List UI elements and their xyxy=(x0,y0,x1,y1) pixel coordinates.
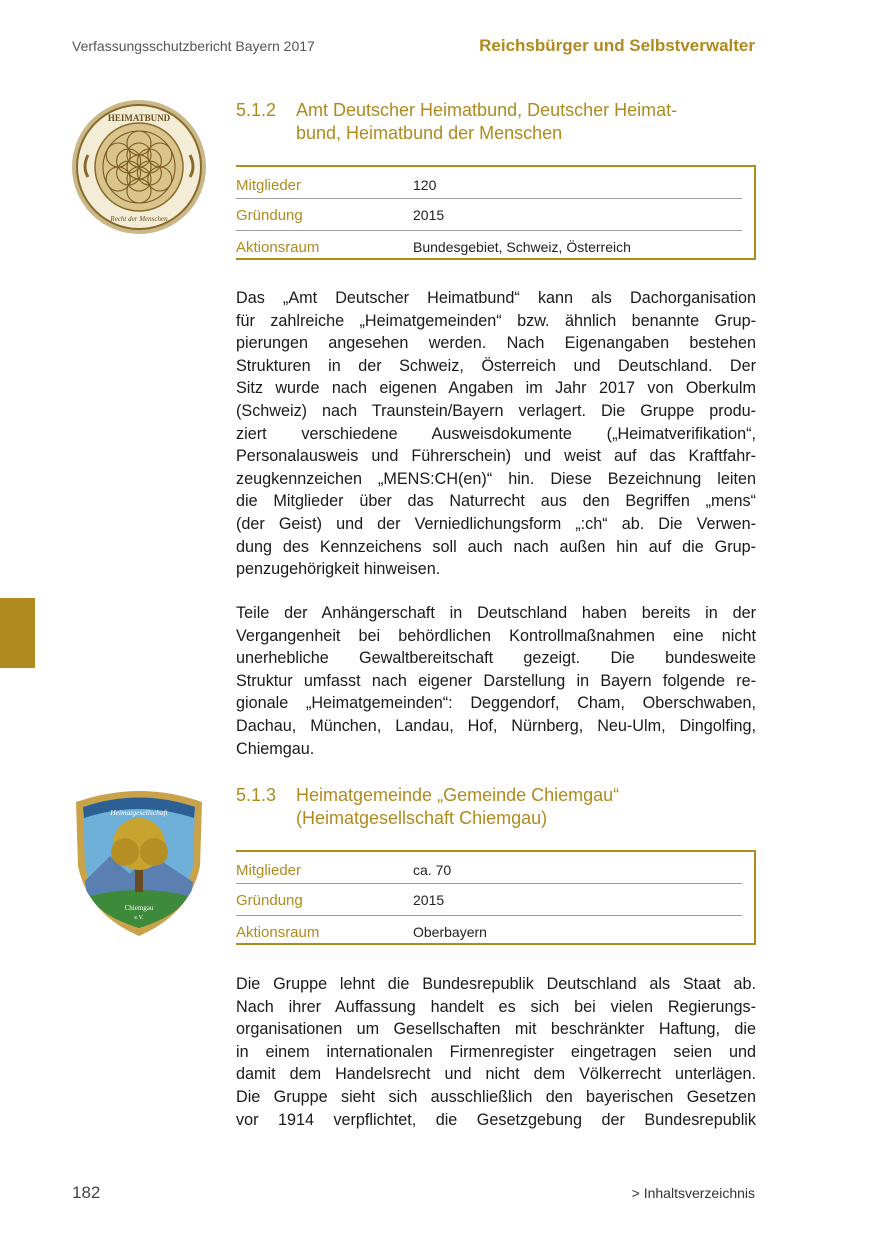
text-line: penzugehörigkeit hinweisen. xyxy=(236,560,441,579)
section-title-line: Amt Deutscher Heimatbund, Deutscher Heimat- xyxy=(296,100,678,120)
table-row xyxy=(236,854,742,884)
table-value: Bundesgebiet, Schweiz, Österreich xyxy=(413,239,631,255)
table-value: ca. 70 xyxy=(413,862,452,878)
text-line: Die Gruppe lehnt die Bundesrepublik Deutschland als Staat ab. xyxy=(236,975,756,993)
text-line: unerhebliche Gewaltbereitschaft gezeigt. Die bundesweite xyxy=(236,649,756,668)
section-title-line: bund, Heimatbund der Menschen xyxy=(296,123,563,143)
text-line: (Schweiz) nach Traunstein/Bayern verlagert. Die Gruppe produ- xyxy=(236,401,756,420)
section-title xyxy=(296,784,756,830)
text-line: Vergangenheit bei behördlichen Kontrollmaßnahmen eine nicht xyxy=(236,626,756,645)
text-line: Struktur umfasst nach eigener Darstellung in Bayern folgende re- xyxy=(236,671,756,690)
table-label: Mitglieder xyxy=(236,177,302,194)
text-line: Die Gruppe sieht sich ausschließlich den bayerischen Gesetzen xyxy=(236,1087,756,1106)
body-paragraph xyxy=(236,287,756,581)
text-line: (der Geist) und der Verniedlichungsform „:ch“ ab. Die Verwen- xyxy=(236,514,756,533)
text-line: vor 1914 verpflichtet, die Gesetzgebung der Bundesrepublik xyxy=(236,1110,756,1129)
table-value: Oberbayern xyxy=(413,924,487,940)
svg-text:Recht der Menschen: Recht der Menschen xyxy=(110,215,168,223)
running-header-right: Reichsbürger und Selbstverwalter xyxy=(479,36,755,55)
svg-text:Chiemgau: Chiemgau xyxy=(124,904,154,912)
text-line: organisationen um Gesellschaften mit beschränkter Haftung, die xyxy=(236,1020,756,1039)
table-row xyxy=(236,169,742,199)
chapter-side-tab xyxy=(0,598,35,668)
text-line: Sitz wurde nach eigenen Angaben im Jahr 2017 von Oberkulm xyxy=(236,379,756,398)
text-line: in einem internationalen Firmenregister eingetragen seien und xyxy=(236,1042,756,1061)
text-line: für zahlreiche „Heimatgemeinden“ bzw. ähnlich benannte Grup- xyxy=(236,311,756,330)
text-line: Nach ihrer Auffassung handelt es sich bei vielen Regierungs- xyxy=(236,997,756,1016)
text-line: Personalausweis und Führerschein) und weist auf das Kraftfahr- xyxy=(236,447,756,466)
section-title-line: (Heimatgesellschaft Chiemgau) xyxy=(296,808,548,828)
text-line: Teile der Anhängerschaft in Deutschland haben bereits in der xyxy=(236,604,756,622)
text-line: zeugkennzeichen „MENS:CH(en)“ hin. Diese Bezeichnung leiten xyxy=(236,469,756,488)
svg-text:e.V.: e.V. xyxy=(134,915,144,921)
table-row xyxy=(236,916,754,946)
text-line: Dachau, München, Landau, Hof, Nürnberg, Neu-Ulm, Dingolfing, xyxy=(236,716,756,735)
text-line: pierungen angesehen werden. Nach Eigenangaben bestehen xyxy=(236,334,756,353)
body-paragraph xyxy=(236,602,756,760)
table-value: 120 xyxy=(413,177,437,193)
text-line: damit dem Handelsrecht und nicht dem Völkerrecht unterlägen. xyxy=(236,1065,756,1084)
table-of-contents-link[interactable]: > Inhaltsverzeichnis xyxy=(631,1185,755,1201)
body-paragraph xyxy=(236,973,756,1131)
table-row xyxy=(236,231,754,261)
table-label: Mitglieder xyxy=(236,862,302,879)
text-line: dung des Kennzeichens soll auch nach außen hin auf die Grup- xyxy=(236,537,756,556)
running-header-left: Verfassungsschutzbericht Bayern 2017 xyxy=(72,38,315,54)
table-label: Aktionsraum xyxy=(236,239,320,256)
text-line: die Mitglieder über das Naturrecht aus den Begriffen „mens“ xyxy=(236,492,756,511)
text-line: gionale „Heimatgemeinden“: Deggendorf, Cham, Oberschwaben, xyxy=(236,694,756,713)
text-line: Chiemgau. xyxy=(236,739,315,758)
heimatbund-seal-logo xyxy=(70,97,208,237)
text-line: Das „Amt Deutscher Heimatbund“ kann als Dachorganisation xyxy=(236,289,756,307)
chiemgau-shield-logo xyxy=(70,786,208,938)
svg-text:HEIMATBUND: HEIMATBUND xyxy=(107,113,171,123)
organization-facts-table xyxy=(236,850,756,945)
section-number: 5.1.3 xyxy=(236,785,277,805)
table-label: Gründung xyxy=(236,207,303,224)
svg-text:Heimatgesellschaft: Heimatgesellschaft xyxy=(110,808,168,817)
section-title xyxy=(296,99,756,145)
table-value: 2015 xyxy=(413,207,445,223)
table-row xyxy=(236,199,742,231)
text-line: Strukturen in der Schweiz, Österreich und Deutschland. Der xyxy=(236,356,756,375)
text-line: ziert verschiedene Ausweisdokumente („Heimatverifikation“, xyxy=(236,424,756,443)
section-number: 5.1.2 xyxy=(236,100,277,120)
table-label: Aktionsraum xyxy=(236,924,320,941)
organization-facts-table xyxy=(236,165,756,260)
section-title-line: Heimatgemeinde „Gemeinde Chiemgau“ xyxy=(296,785,620,805)
page-number: 182 xyxy=(72,1183,101,1202)
table-row xyxy=(236,884,742,916)
table-value: 2015 xyxy=(413,892,445,908)
table-label: Gründung xyxy=(236,892,303,909)
